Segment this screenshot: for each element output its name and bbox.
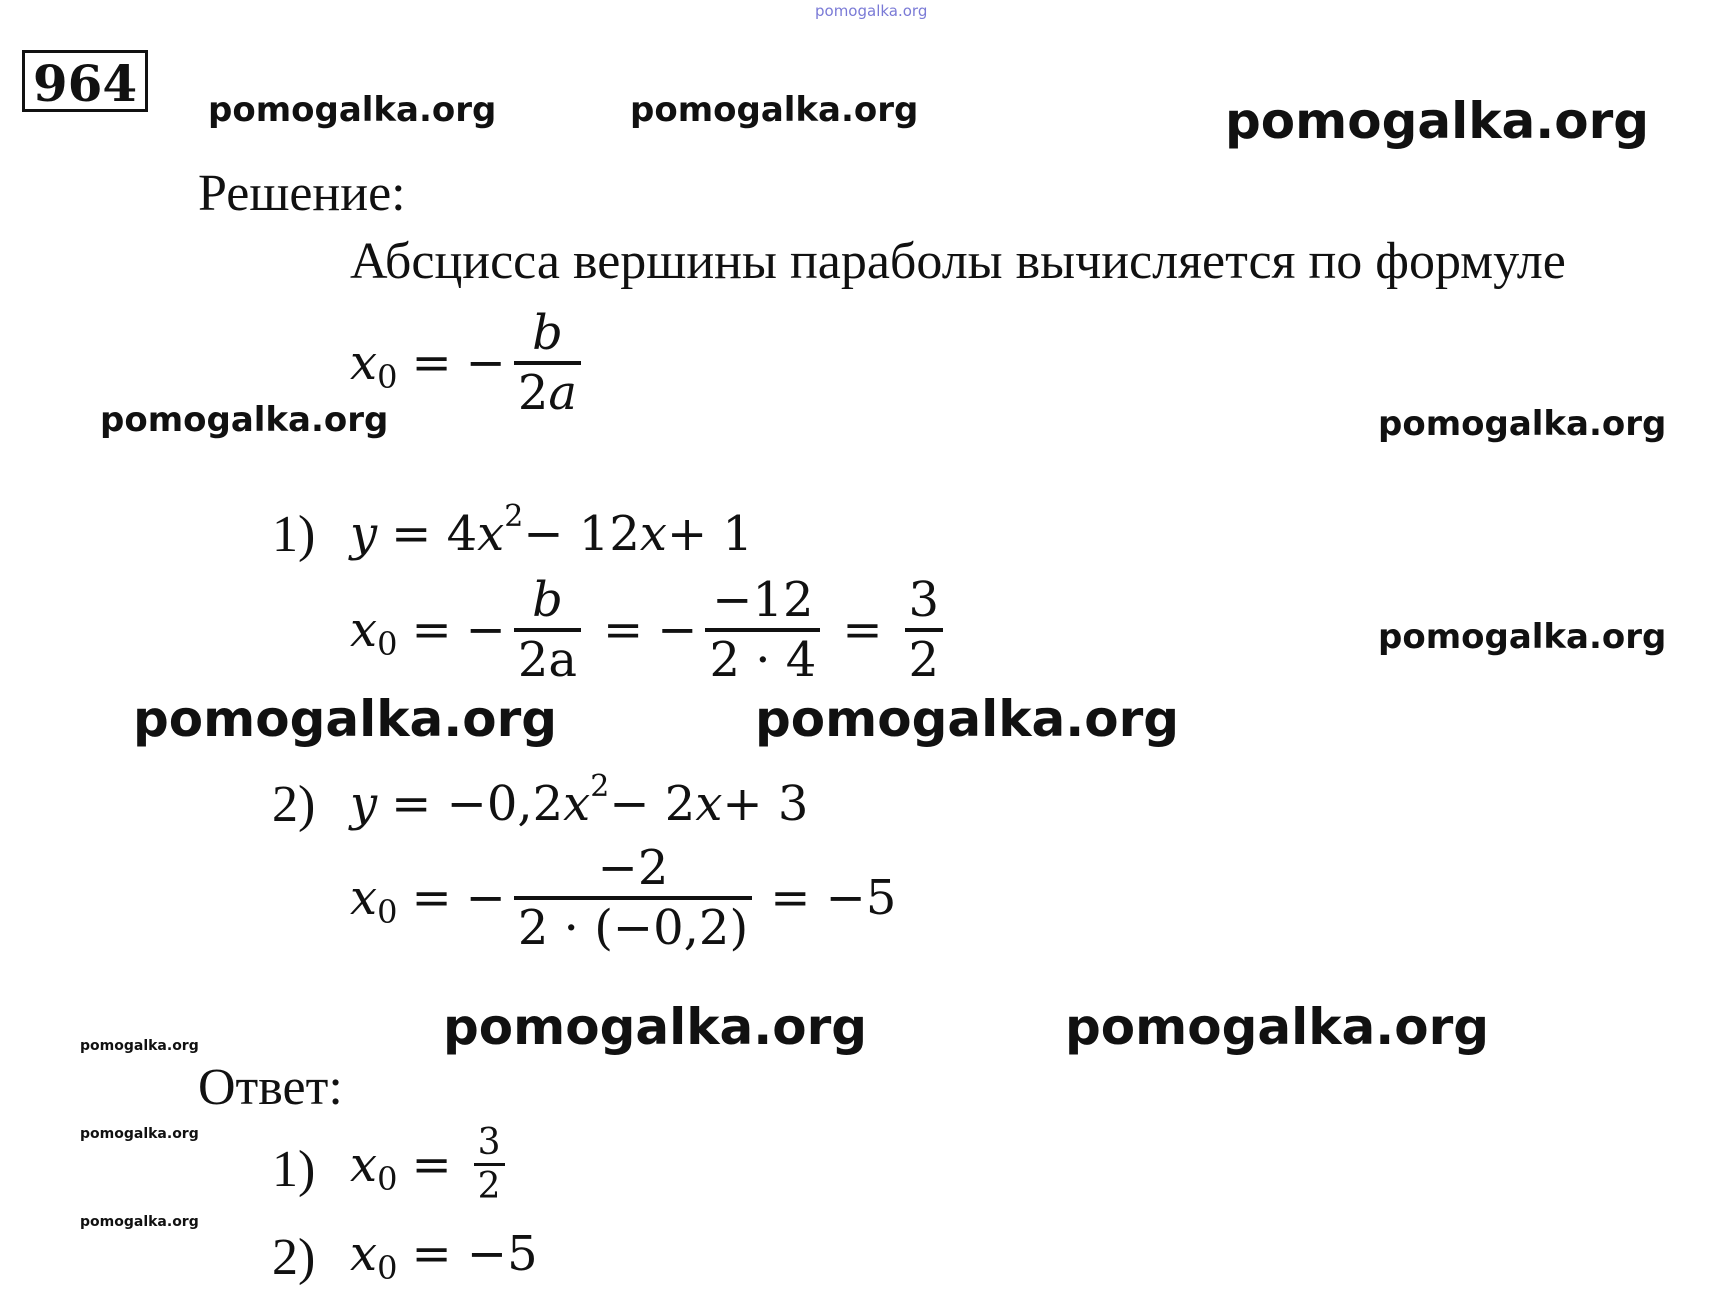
answer-heading: Ответ:	[198, 1059, 343, 1116]
answer1-value: x 0 = $\frac{3}{2}$	[350, 1122, 513, 1207]
minus-sign: −	[465, 335, 506, 391]
watermark: pomogalka.org	[1378, 617, 1667, 657]
watermark: pomogalka.org	[443, 998, 868, 1056]
solution-heading: Решение:	[198, 165, 406, 222]
fraction: $\frac{-12}{2 \cdot 4}$	[705, 572, 820, 688]
equals-sign: =	[411, 335, 452, 391]
watermark-top: pomogalka.org	[815, 2, 928, 20]
part1-equation: y = 4 x 2 − 12 x + 1	[350, 498, 753, 562]
watermark: pomogalka.org	[80, 1126, 199, 1142]
part1-label: 1)	[272, 506, 316, 563]
watermark: pomogalka.org	[80, 1038, 199, 1054]
watermark: pomogalka.org	[1065, 998, 1490, 1056]
answer2-value: x 0 = −5	[350, 1226, 538, 1287]
fraction: $\frac{-2}{2 \cdot (-0,2)}$	[514, 840, 752, 956]
part2-calculation: x 0 = − $\frac{-2}{2 \cdot (-0,2)}$ = −5	[350, 840, 897, 956]
numerator: b	[532, 305, 563, 361]
intro-text: Абсцисса вершины параболы вычисляется по формуле	[350, 233, 1566, 290]
watermark: pomogalka.org	[755, 690, 1180, 748]
fraction: $\frac{3}{2}$	[905, 572, 944, 688]
answer1-label: 1)	[272, 1141, 316, 1198]
denominator: 2a	[517, 365, 578, 421]
part1-calculation: x 0 = − $\frac{b}{2a}$ = − $\frac{-12}{2 \cdot 4}$ = $\frac{3}{2}$	[350, 572, 951, 688]
problem-number: 964	[22, 50, 148, 112]
watermark: pomogalka.org	[80, 1214, 199, 1230]
fraction: $\frac{3}{2}$	[474, 1122, 505, 1207]
watermark: pomogalka.org	[100, 400, 389, 440]
fraction: $\frac{b}{2a}$	[514, 572, 581, 688]
part2-equation: y = −0,2 x 2 − 2 x + 3	[350, 768, 809, 832]
part2-label: 2)	[272, 776, 316, 833]
answer2-label: 2)	[272, 1229, 316, 1286]
subscript: 0	[377, 358, 398, 396]
watermark: pomogalka.org	[1225, 92, 1650, 150]
watermark: pomogalka.org	[133, 690, 558, 748]
watermark: pomogalka.org	[630, 90, 919, 130]
vertex-formula	[350, 305, 589, 421]
fraction	[514, 305, 581, 421]
watermark: pomogalka.org	[208, 90, 497, 130]
watermark: pomogalka.org	[1378, 404, 1667, 444]
var-x: x	[350, 335, 378, 391]
